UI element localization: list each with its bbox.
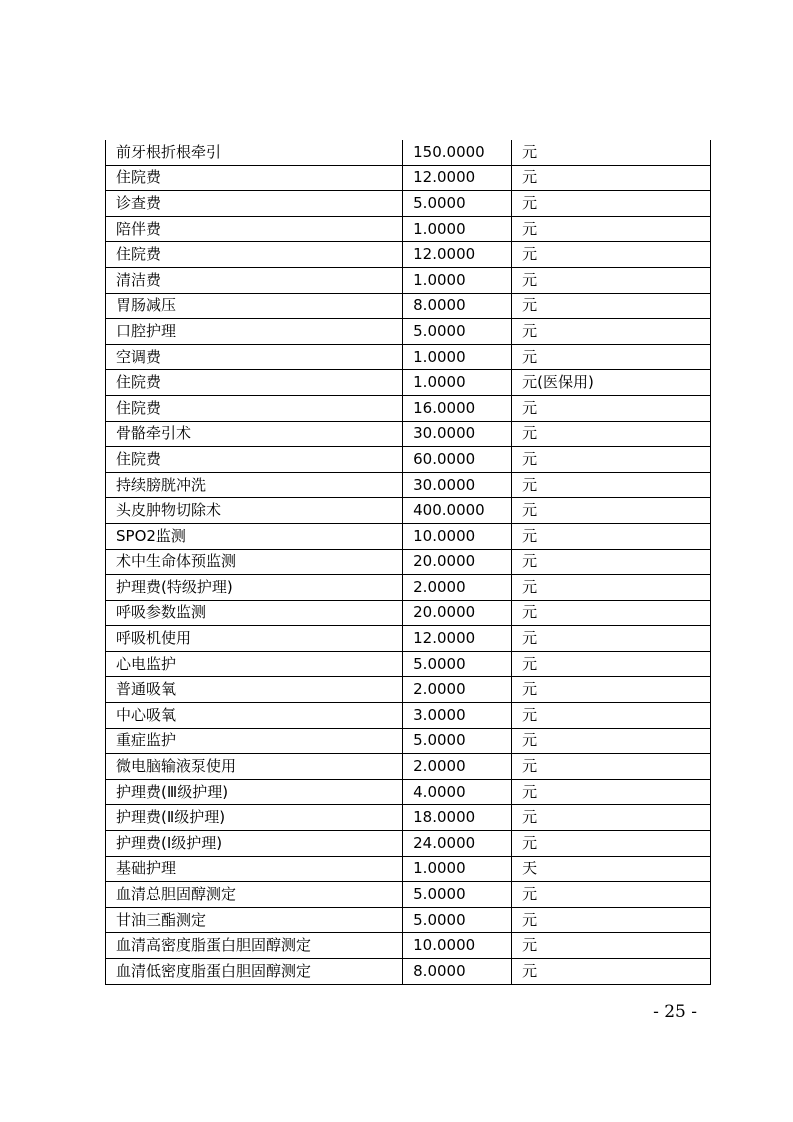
item-name-cell: 陪伴费 xyxy=(106,216,403,242)
table-row xyxy=(106,191,711,217)
page-number: - 25 - xyxy=(653,1002,697,1022)
table-row xyxy=(106,421,711,447)
item-name-cell: 中心吸氧 xyxy=(106,703,403,729)
item-price-cell: 2.0000 xyxy=(403,754,512,780)
item-price-cell: 20.0000 xyxy=(403,549,512,575)
item-unit-cell: 元 xyxy=(512,600,711,626)
item-unit-cell: 元 xyxy=(512,242,711,268)
item-price-cell: 5.0000 xyxy=(403,191,512,217)
item-unit-cell: 元 xyxy=(512,728,711,754)
item-price-cell: 3.0000 xyxy=(403,703,512,729)
item-price-cell: 400.0000 xyxy=(403,498,512,524)
item-unit-cell: 元 xyxy=(512,140,711,165)
item-name-cell: 呼吸参数监测 xyxy=(106,600,403,626)
item-unit-cell: 元 xyxy=(512,907,711,933)
item-name-cell: 心电监护 xyxy=(106,651,403,677)
item-price-cell: 150.0000 xyxy=(403,140,512,165)
item-name-cell: 护理费(Ⅱ级护理) xyxy=(106,805,403,831)
item-name-cell: 护理费(Ⅲ级护理) xyxy=(106,779,403,805)
fee-table xyxy=(105,140,711,985)
item-name-cell: SPO2监测 xyxy=(106,523,403,549)
table-row xyxy=(106,575,711,601)
item-name-cell: 术中生命体预监测 xyxy=(106,549,403,575)
table-row xyxy=(106,472,711,498)
item-name-cell: 血清低密度脂蛋白胆固醇测定 xyxy=(106,959,403,985)
item-unit-cell: 元 xyxy=(512,498,711,524)
item-unit-cell: 元 xyxy=(512,626,711,652)
item-price-cell: 2.0000 xyxy=(403,677,512,703)
item-unit-cell: 天 xyxy=(512,856,711,882)
item-price-cell: 5.0000 xyxy=(403,319,512,345)
item-price-cell: 16.0000 xyxy=(403,395,512,421)
item-price-cell: 30.0000 xyxy=(403,421,512,447)
table-row xyxy=(106,703,711,729)
item-price-cell: 24.0000 xyxy=(403,831,512,857)
table-row xyxy=(106,805,711,831)
item-price-cell: 5.0000 xyxy=(403,728,512,754)
table-row xyxy=(106,933,711,959)
item-unit-cell: 元 xyxy=(512,933,711,959)
item-name-cell: 前牙根折根牵引 xyxy=(106,140,403,165)
table-row xyxy=(106,959,711,985)
table-row xyxy=(106,344,711,370)
table-row xyxy=(106,267,711,293)
item-unit-cell: 元 xyxy=(512,191,711,217)
item-price-cell: 1.0000 xyxy=(403,370,512,396)
item-unit-cell: 元 xyxy=(512,472,711,498)
table-row xyxy=(106,319,711,345)
item-price-cell: 8.0000 xyxy=(403,959,512,985)
table-row xyxy=(106,549,711,575)
item-price-cell: 5.0000 xyxy=(403,651,512,677)
item-name-cell: 骨骼牵引术 xyxy=(106,421,403,447)
item-unit-cell: 元 xyxy=(512,165,711,191)
table-row xyxy=(106,677,711,703)
item-name-cell: 清洁费 xyxy=(106,267,403,293)
item-unit-cell: 元 xyxy=(512,293,711,319)
table-row xyxy=(106,626,711,652)
item-unit-cell: 元 xyxy=(512,703,711,729)
item-price-cell: 1.0000 xyxy=(403,344,512,370)
table-row xyxy=(106,523,711,549)
item-name-cell: 护理费(特级护理) xyxy=(106,575,403,601)
item-unit-cell: 元 xyxy=(512,267,711,293)
item-name-cell: 呼吸机使用 xyxy=(106,626,403,652)
table-row xyxy=(106,498,711,524)
table-row xyxy=(106,907,711,933)
item-unit-cell: 元 xyxy=(512,549,711,575)
item-name-cell: 微电脑输液泵使用 xyxy=(106,754,403,780)
item-name-cell: 住院费 xyxy=(106,242,403,268)
table-row xyxy=(106,728,711,754)
item-name-cell: 住院费 xyxy=(106,165,403,191)
item-name-cell: 口腔护理 xyxy=(106,319,403,345)
item-unit-cell: 元 xyxy=(512,651,711,677)
item-price-cell: 5.0000 xyxy=(403,907,512,933)
table-row xyxy=(106,882,711,908)
item-name-cell: 基础护理 xyxy=(106,856,403,882)
item-name-cell: 头皮肿物切除术 xyxy=(106,498,403,524)
item-price-cell: 1.0000 xyxy=(403,856,512,882)
table-row xyxy=(106,831,711,857)
item-price-cell: 8.0000 xyxy=(403,293,512,319)
item-unit-cell: 元 xyxy=(512,805,711,831)
item-unit-cell: 元(医保用) xyxy=(512,370,711,396)
item-price-cell: 4.0000 xyxy=(403,779,512,805)
item-price-cell: 12.0000 xyxy=(403,165,512,191)
item-unit-cell: 元 xyxy=(512,319,711,345)
item-unit-cell: 元 xyxy=(512,216,711,242)
item-unit-cell: 元 xyxy=(512,754,711,780)
item-name-cell: 空调费 xyxy=(106,344,403,370)
item-name-cell: 重症监护 xyxy=(106,728,403,754)
table-row xyxy=(106,216,711,242)
item-unit-cell: 元 xyxy=(512,395,711,421)
item-price-cell: 1.0000 xyxy=(403,216,512,242)
item-unit-cell: 元 xyxy=(512,523,711,549)
item-price-cell: 10.0000 xyxy=(403,933,512,959)
item-unit-cell: 元 xyxy=(512,421,711,447)
item-name-cell: 住院费 xyxy=(106,447,403,473)
table-row xyxy=(106,395,711,421)
item-name-cell: 甘油三酯测定 xyxy=(106,907,403,933)
item-name-cell: 住院费 xyxy=(106,395,403,421)
item-price-cell: 10.0000 xyxy=(403,523,512,549)
table-row xyxy=(106,754,711,780)
item-name-cell: 普通吸氧 xyxy=(106,677,403,703)
table-row xyxy=(106,293,711,319)
item-price-cell: 5.0000 xyxy=(403,882,512,908)
item-name-cell: 诊查费 xyxy=(106,191,403,217)
item-price-cell: 20.0000 xyxy=(403,600,512,626)
item-name-cell: 胃肠减压 xyxy=(106,293,403,319)
item-unit-cell: 元 xyxy=(512,779,711,805)
table-row xyxy=(106,600,711,626)
item-price-cell: 18.0000 xyxy=(403,805,512,831)
table-row xyxy=(106,165,711,191)
item-unit-cell: 元 xyxy=(512,344,711,370)
item-price-cell: 12.0000 xyxy=(403,242,512,268)
item-unit-cell: 元 xyxy=(512,575,711,601)
item-price-cell: 30.0000 xyxy=(403,472,512,498)
item-unit-cell: 元 xyxy=(512,677,711,703)
item-unit-cell: 元 xyxy=(512,959,711,985)
item-name-cell: 血清总胆固醇测定 xyxy=(106,882,403,908)
item-name-cell: 持续膀胱冲洗 xyxy=(106,472,403,498)
table-row xyxy=(106,779,711,805)
fee-table-body xyxy=(106,140,711,984)
item-unit-cell: 元 xyxy=(512,882,711,908)
item-name-cell: 血清高密度脂蛋白胆固醇测定 xyxy=(106,933,403,959)
table-row xyxy=(106,370,711,396)
item-unit-cell: 元 xyxy=(512,447,711,473)
item-price-cell: 60.0000 xyxy=(403,447,512,473)
item-price-cell: 2.0000 xyxy=(403,575,512,601)
table-row xyxy=(106,856,711,882)
item-unit-cell: 元 xyxy=(512,831,711,857)
table-row xyxy=(106,447,711,473)
item-name-cell: 住院费 xyxy=(106,370,403,396)
table-row xyxy=(106,140,711,165)
item-price-cell: 12.0000 xyxy=(403,626,512,652)
item-price-cell: 1.0000 xyxy=(403,267,512,293)
table-row xyxy=(106,651,711,677)
item-name-cell: 护理费(Ⅰ级护理) xyxy=(106,831,403,857)
table-row xyxy=(106,242,711,268)
